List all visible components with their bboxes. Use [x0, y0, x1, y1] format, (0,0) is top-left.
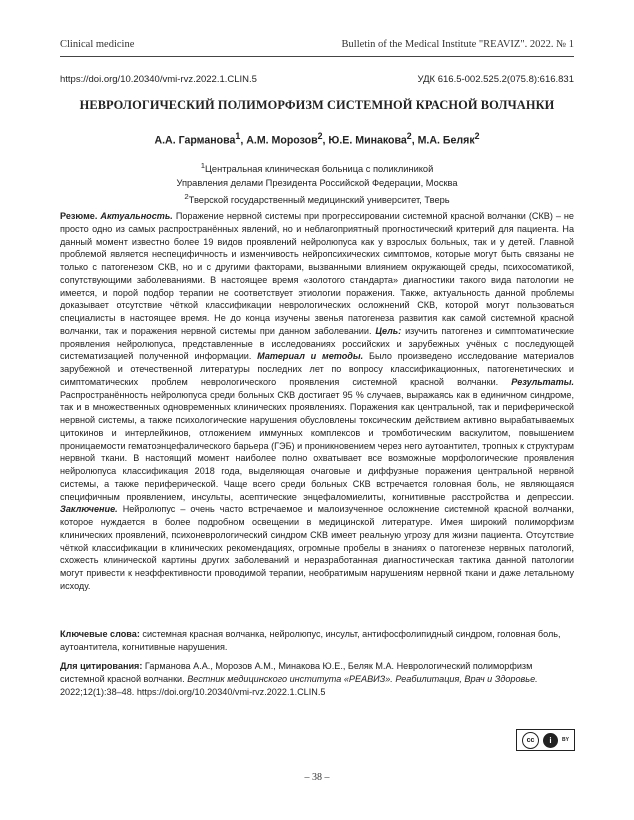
keywords-text: системная красная волчанка, нейролюпус, инсульт, антифосфолипидный синдром, головная боль, аутоантитела, когнитивные нарушения. [60, 629, 561, 652]
affiliations [60, 159, 574, 208]
abstract-label: Резюме. [60, 211, 98, 221]
relevance-text: Поражение нервной системы при прогрессировании системной красной волчанки (СКВ) – не просто одно из самых распространённых явлений, но и неблагоприятный прогностический критерий для пациента. На данный момент известно более 19 видов проявлений нейролюпуса как у взрослых больных, так и у детей. Главной проблемой является неспецифичность и изменчивость нейропсихических симптомов, которые могут быть связаны не только с патогенезом СКВ, но и с другими факторами, вызванными влиянием окружающей среды, психосоматикой, сопутствующими заболеваниями. В настоящее время «золотого стандарта» диагностики такого вида патологии не имеется, и порой подбор терапии не соответствует этиологии поражения. Также, актуальность данной проблемы доказывает отсутствие чёткой классификации неврологических осложнений СКВ, которой могут пользоваться специалисты в настоящее время. Не до конца изучены звенья патогенеза развития как самой системной красной волчанки, так и поражения нервной системы при данном заболевании. [60, 211, 574, 336]
author-4-sup: 2 [474, 131, 480, 141]
running-header [60, 38, 574, 57]
goal-label: Цель: [375, 325, 402, 336]
affiliation-1-sup: 1 [200, 161, 206, 170]
methods-label: Материал и методы. [257, 351, 364, 362]
citation-details: 2022;12(1):38–48. https://doi.org/10.20340/vmi-rvz.2022.1.CLIN.5 [60, 686, 326, 697]
conclusion-text: Нейролюпус – очень часто встречаемое и малоизученное осложнение системной красной волчанки, которое нуждается в более подробном освещении в медицинской литературе. Имея широкий полиморфизм клинических проявлений, психоневрологический синдром СКВ имеет реальную угрозу для жизни пациента. Отсутствие чёткой классификации в клинических рекомендациях, огромные пробелы в знаниях о патогенезе нервных патологий, схожесть клинической картины других заболеваний и неразработанная диагностическая тактика данной патологии могут привести к неэффективности проводимой терапии, необратимым нарушениям нервной ткани и даже летальному исходу. [60, 504, 575, 591]
author-2: А.М. Морозов [246, 134, 318, 147]
attribution-icon: i [543, 733, 558, 748]
cc-icon: cc [522, 732, 539, 749]
affiliation-2-sup: 2 [184, 192, 189, 202]
keywords [60, 628, 574, 654]
authors-line: А.А. Гарманова$^1$, А.М. Морозов$^2$, Ю.Е. Минакова$^2$, М.А. Беляк$^2$ [154, 131, 480, 147]
affiliation-2-text: Тверской государственный медицинский университет, Тверь [188, 195, 450, 206]
keywords-label: Ключевые слова: [60, 629, 140, 639]
page-number: – 38 – [304, 772, 330, 783]
affiliation-1-line-1: Центральная клиническая больница с поликлиникой [205, 164, 434, 175]
section-label: Clinical medicine [60, 39, 135, 50]
citation [60, 660, 574, 698]
doi-link[interactable]: https://doi.org/10.20340/vmi-rvz.2022.1.CLIN.5 [60, 74, 257, 85]
conclusion-label: Заключение. [60, 504, 118, 515]
author-3: Ю.Е. Минакова [328, 134, 407, 147]
citation-authors: Гарманова А.А., Морозов А.М., Минакова Ю.Е., Беляк М.А. Неврологический полиморфизм системной красной волчанки. [60, 661, 533, 684]
results-label: Результаты. [511, 376, 574, 387]
by-label: BY [562, 737, 569, 743]
author-1-sup: 1 [235, 131, 241, 141]
methods-text: Было произведено исследование материалов зарубежной и отечественной литературы последних лет по вопросу классификационных, патогенетических и симптоматических проблем неврологического проявления системной красной волчанки. [60, 351, 574, 387]
goal-text: изучить патогенез и симптоматические проявления нейролюпуса, представленные в исследованиях российских и зарубежных учёных с последующей систематизацией полученной информации. [60, 325, 575, 362]
affiliation-2 [60, 190, 574, 208]
results-text: Распространённость нейролюпуса среди больных СКВ достигает 95 % случаев, выражаясь как в единичном синдроме, так и в множественных одновременных клинических проявлениях. Поражения как центральной, так и периферической нервной системы, а также психологические нарушения обусловлены токсическим действием активно вырабатываемых цитокинов и интерлейкинов, отложением иммунных комплексов и тромботическим васкулитом, повышением проницаемости гематоэнцефалического барьера (ГЭБ) и проникновением через него аутоантител, тропных к структурам нервной ткани. В настоящий момент наиболее полно охватывает все возможные морфологические проявления нейролюпуса классификация 2018 года, выделяющая очаговые и диффузные поражения центральной нервной системы, а также периферической. Чаще всего среди больных СКВ встречается головная боль, не являющаяся специфичным проявлением, инсульты, асептические энцефаломиелиты, когнитивные расстройства и депрессии. [60, 389, 574, 502]
relevance-label: Актуальность. [100, 211, 173, 221]
citation-label: Для цитирования: [60, 661, 143, 671]
author-4: М.А. Беляк [417, 134, 475, 147]
abstract [60, 210, 574, 593]
affiliation-1 [60, 159, 574, 177]
citation-journal: Вестник медицинского института «РЕАВИЗ». Реабилитация, Врач и Здоровье. [187, 673, 538, 684]
article-title: НЕВРОЛОГИЧЕСКИЙ ПОЛИМОРФИЗМ СИСТЕМНОЙ КРАСНОЙ ВОЛЧАНКИ [79, 98, 555, 112]
journal-label: Bulletin of the Medical Institute "REAVIZ". 2022. № 1 [341, 39, 574, 50]
cc-by-license-badge[interactable] [516, 729, 575, 751]
udk-code: УДК 616.5-002.525.2(075.8):616.831 [417, 74, 574, 85]
doi-line [60, 74, 574, 85]
author-3-sup: 2 [406, 131, 412, 141]
author-2-sup: 2 [317, 131, 323, 141]
author-1: А.А. Гарманова [154, 134, 236, 147]
affiliation-1-line-2: Управления делами Президента Российской Федерации, Москва [176, 177, 458, 188]
